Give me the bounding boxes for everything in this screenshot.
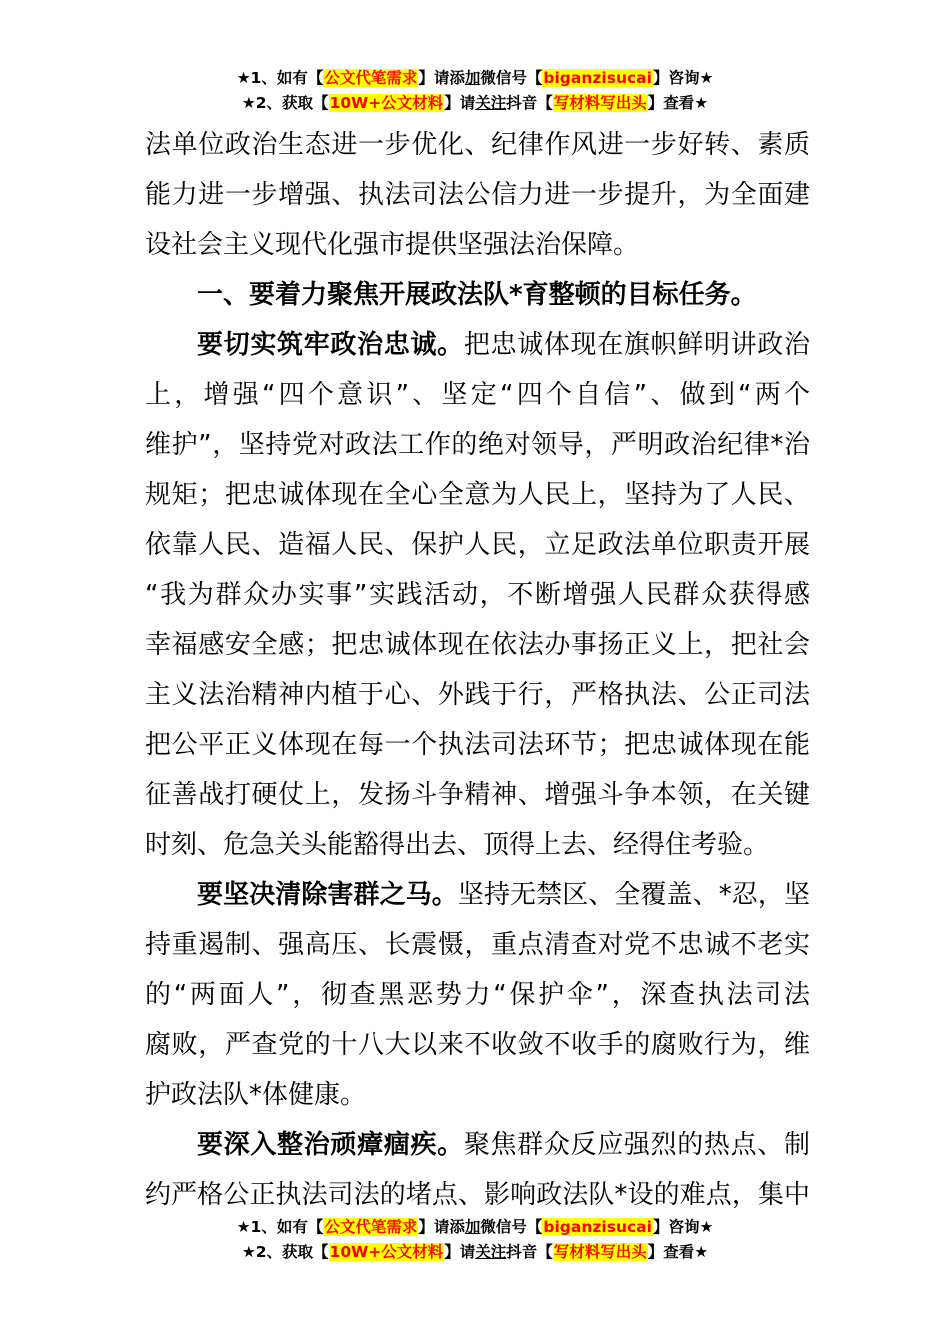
banner-line-2: ★2、获取【10W+公文材料】请关注抖音【写材料写出头】查看★ <box>241 94 709 112</box>
paragraph-lead: 要深入整治顽瘴痼疾。 <box>197 1130 464 1160</box>
text-line: 腐败，严查党的十八大以来不收敛不收手的腐败行为，维 <box>145 1030 810 1060</box>
banner-highlight: 公文代笔需求 <box>324 1218 418 1236</box>
paragraph-lead: 要切实筑牢政治忠诚。 <box>197 330 464 360</box>
banner-highlight: 10W+公文材料 <box>329 1243 444 1261</box>
banner-highlight: biganzisucai <box>543 69 652 87</box>
text-line: 要坚决清除害群之马。坚持无禁区、全覆盖、*忍，坚 <box>197 880 810 910</box>
text-line: 能力进一步增强、执法司法公信力进一步提升，为全面建 <box>145 180 810 210</box>
text-line: 持重遏制、强高压、长震慑，重点清查对党不忠诚不老实 <box>145 930 810 960</box>
text-line: 依靠人民、造福人民、保护人民，立足政法单位职责开展 <box>145 530 810 560</box>
text-line: 要深入整治顽瘴痼疾。聚焦群众反应强烈的热点、制 <box>197 1130 810 1160</box>
text-line: 约严格公正执法司法的堵点、影响政法队*设的难点，集中 <box>145 1180 810 1210</box>
text-line: 法单位政治生态进一步优化、纪律作风进一步好转、素质 <box>145 130 810 160</box>
text-line: 规矩；把忠诚体现在全心全意为人民上，坚持为了人民、 <box>145 480 810 510</box>
text-line: 要切实筑牢政治忠诚。把忠诚体现在旗帜鲜明讲政治 <box>197 330 810 360</box>
text-line: 征善战打硬仗上，发扬斗争精神、增强斗争本领，在关键 <box>145 780 810 810</box>
header-banner <box>0 66 950 116</box>
text-line: “我为群众办实事”实践活动，不断增强人民群众获得感 <box>145 580 810 610</box>
banner-highlight: biganzisucai <box>543 1218 652 1236</box>
banner-line-1: ★1、如有【公文代笔需求】请添加微信号【biganzisucai】咨询★ <box>236 69 714 87</box>
banner-line-2: ★2、获取【10W+公文材料】请关注抖音【写材料写出头】查看★ <box>241 1243 709 1261</box>
banner-highlight: 写材料写出头 <box>553 94 647 112</box>
banner-highlight: 10W+公文材料 <box>329 94 444 112</box>
text-line: 把公平正义体现在每一个执法司法环节；把忠诚体现在能 <box>145 730 810 760</box>
text-line: 主义法治精神内植于心、外践于行，严格执法、公正司法 <box>145 680 810 710</box>
text-line: 维护”，坚持党对政法工作的绝对领导，严明政治纪律*治 <box>145 430 810 460</box>
text-line: 设社会主义现代化强市提供坚强法治保障。 <box>145 230 640 260</box>
document-body <box>145 120 810 1220</box>
banner-highlight: 写材料写出头 <box>553 1243 647 1261</box>
text-line: 护政法队*体健康。 <box>145 1080 367 1110</box>
footer-banner <box>0 1215 950 1265</box>
section-heading: 一、要着力聚焦开展政法队*育整顿的目标任务。 <box>197 280 757 310</box>
text-line: 的“两面人”，彻查黑恶势力“保护伞”，深查执法司法 <box>145 980 810 1010</box>
text-line: 时刻、危急关头能豁得出去、顶得上去、经得住考验。 <box>145 830 770 860</box>
text-line: 上，增强“四个意识”、坚定“四个自信”、做到“两个 <box>145 380 810 410</box>
paragraph-lead: 要坚决清除害群之马。 <box>197 880 458 910</box>
text-line: 幸福感安全感；把忠诚体现在依法办事扬正义上，把社会 <box>145 630 810 660</box>
banner-line-1: ★1、如有【公文代笔需求】请添加微信号【biganzisucai】咨询★ <box>236 1218 714 1236</box>
banner-highlight: 公文代笔需求 <box>324 69 418 87</box>
